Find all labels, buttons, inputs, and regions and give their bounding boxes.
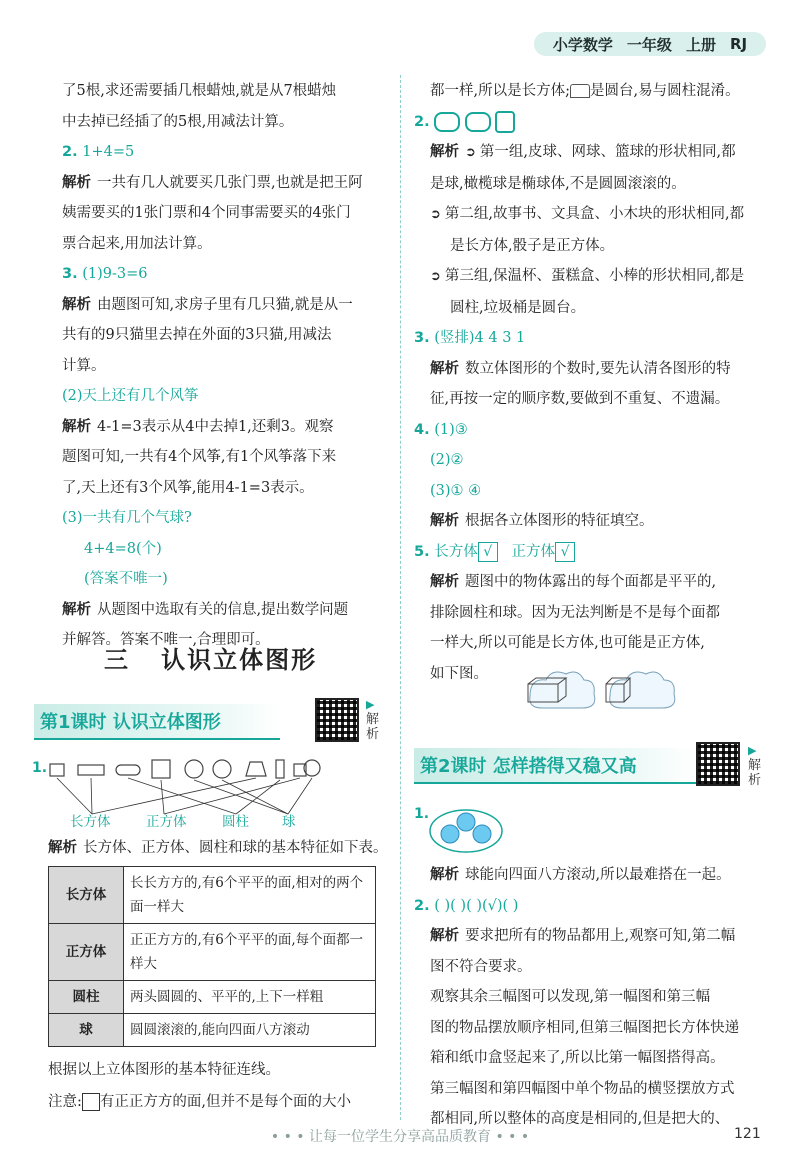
play-icon: ▶ [748, 744, 757, 757]
text-line: 都一样,所以是长方体; 是圆台,易与圆柱混淆。 [430, 83, 740, 99]
text-line: 排除圆柱和球。因为无法判断是不是每个面都 [430, 604, 720, 621]
text-line: 中去掉已经插了的5根,用减法计算。 [62, 113, 294, 130]
arrow-icon: ➲ [465, 145, 476, 160]
label-cuboid: 长方体 [70, 814, 111, 830]
answer-line: (3)一共有几个气球? [62, 510, 192, 526]
analysis: 解析 一共有几人就要买几张门票,也就是把王阿 [62, 174, 363, 191]
qr-label: 解析 [748, 758, 762, 788]
analysis: 解析 4-1=3表示从4中去掉1,还剩3。观察 [62, 418, 334, 435]
qr-label: 解析 [366, 712, 380, 742]
square-icon [82, 1093, 100, 1111]
table-row: 长方体 长长方方的,有6个平平的面,相对的两个面一样大 [49, 867, 376, 924]
analysis: 解析 数立体图形的个数时,要先认清各图形的特 [430, 360, 731, 377]
text-line: 了,天上还有3个风筝,能用4-1=3表示。 [62, 479, 314, 496]
header-bar [534, 32, 766, 56]
question-2: 2. ( )( )( )(√)( ) [414, 897, 519, 914]
text-line: 共有的9只猫里去掉在外面的3只猫,用减法 [62, 327, 332, 343]
table-row: 球 圆圆滚滚的,能向四面八方滚动 [49, 1014, 376, 1047]
check-box: √ [478, 542, 498, 562]
feature-table [48, 866, 376, 1047]
text-line: 并解答。答案不唯一,合理即可。 [62, 632, 270, 648]
text-line: 姨需要买的1张门票和4个同事需要买的4张门 [62, 205, 351, 221]
play-icon: ▶ [366, 698, 375, 711]
right-lower [414, 860, 770, 1135]
section-title: 三 认识立体图形 [104, 646, 318, 674]
answer-line: 4+4=8(个) [84, 540, 162, 557]
text-line: 观察其余三幅图可以发现,第一幅图和第三幅 [430, 989, 711, 1005]
arrow-icon: ➲ [430, 269, 441, 284]
text-line: 计算。 [62, 357, 106, 374]
table-row: 正方体 正正方方的,有6个平平的面,每个面都一样大 [49, 924, 376, 981]
text-line: 如下图。 [430, 665, 488, 682]
analysis: 解析 题图中的物体露出的每个面都是平平的, [430, 574, 717, 590]
text-line: 是球,橄榄球是椭球体,不是圆圆滚滚的。 [430, 175, 686, 192]
text-line: 图不符合要求。 [430, 958, 532, 975]
q1-number: 1. [414, 806, 430, 822]
analysis: 解析 ➲ 第一组,皮球、网球、篮球的形状相同,都 [430, 144, 736, 160]
table-row: 圆柱 两头圆圆的、平平的,上下一样粗 [49, 981, 376, 1014]
header-edition: RJ [729, 35, 748, 53]
text-line: 箱和纸巾盒竖起来了,所以比第一幅图搭得高。 [430, 1050, 725, 1066]
text-line: 根据以上立体图形的基本特征连线。 [48, 1062, 280, 1078]
text-line: 一样大,所以可能是长方体,也可能是正方体, [430, 635, 705, 651]
analysis: 解析 球能向四面八方滚动,所以最难搭在一起。 [430, 867, 731, 883]
note-line: 注意: 有正正方方的面,但并不是每个面的大小 [48, 1094, 351, 1110]
ball-icon [213, 760, 231, 778]
question-3: 3. (1)9-3=6 [62, 266, 148, 282]
cylinder-icon [116, 765, 140, 775]
analysis: 解析 根据各立体图形的特征填空。 [430, 513, 654, 529]
label-cube: 正方体 [146, 814, 187, 830]
cloud-icon [530, 672, 595, 708]
text-line: 征,再按一定的顺序数,要做到不重复、不遗漏。 [430, 391, 730, 407]
check-box: √ [555, 542, 575, 562]
text-line: 第三幅图和第四幅图中单个物品的横竖摆放方式 [430, 1080, 735, 1097]
lesson-2-title: 第2课时 怎样搭得又稳又高 [414, 748, 698, 784]
answer-line: (答案不唯一) [84, 571, 168, 587]
analysis: 解析 长方体、正方体、圆柱和球的基本特征如下表。 [48, 840, 388, 856]
ball-group-icon [434, 112, 460, 132]
label-sphere: 球 [282, 814, 296, 830]
text-line: 了5根,求还需要插几根蜡烛,就是从7根蜡烛 [62, 83, 337, 99]
qr-code[interactable] [696, 742, 740, 786]
arrow-icon: ➲ [430, 207, 441, 222]
text-line: 票合起来,用加法计算。 [62, 235, 212, 252]
box-icon [50, 764, 64, 776]
stack-icon [276, 760, 284, 778]
text-line: ➲ 第三组,保温杯、蛋糕盒、小棒的形状相同,都是 [430, 268, 745, 284]
bin-icon [495, 111, 515, 133]
header-subject: 小学数学 [552, 35, 613, 54]
frustum-icon [570, 84, 590, 98]
analysis: 解析 从题图中选取有关的信息,提出数学问题 [62, 601, 349, 618]
question-2: 2. 1+4=5 [62, 144, 135, 160]
question-3: 3. (竖排)4 4 3 1 [414, 330, 526, 346]
question-2: 2. [414, 107, 770, 138]
left-column [62, 76, 384, 656]
header-grade: 一年级 [626, 35, 672, 54]
header-volume: 上册 [685, 35, 716, 54]
q1-number: 1. [32, 760, 48, 776]
label-cylinder: 圆柱 [222, 814, 249, 830]
analysis: 解析 要求把所有的物品都用上,观察可知,第二幅 [430, 928, 736, 944]
text-line: 题图可知,一共有4个风筝,有1个风筝落下来 [62, 449, 337, 465]
frustum-icon [246, 762, 266, 776]
text-line: ➲ 第二组,故事书、文具盒、小木块的形状相同,都 [430, 206, 745, 222]
right-column [414, 76, 770, 689]
ball-icon [185, 760, 203, 778]
answer-line: (3)① ④ [430, 482, 482, 499]
book-group-icon [465, 112, 491, 132]
qr-code[interactable] [315, 698, 359, 742]
answer-line: (2)② [430, 452, 464, 468]
text-line: 都相同,所以整体的高度是相同的,但是把大的、 [430, 1111, 730, 1127]
page-number: 121 [734, 1126, 761, 1142]
cloud-figures [520, 666, 700, 716]
question-4: 4. (1)③ [414, 421, 468, 438]
cube-icon [152, 760, 170, 778]
column-divider [400, 75, 401, 1120]
text-line: 圆柱,垃圾桶是圆台。 [450, 299, 586, 316]
text-line: 图的物品摆放顺序相同,但第三幅图把长方体快递 [430, 1019, 740, 1036]
footer-slogan: • • • 让每一位学生分享高品质教育 • • • [270, 1129, 530, 1145]
answer-line: (2)天上还有几个风筝 [62, 388, 199, 404]
cloud-icon [610, 672, 675, 708]
balls-figure [428, 808, 508, 854]
book-icon [78, 765, 104, 775]
question-5: 5. 长方体 √ 正方体 √ [414, 537, 770, 568]
text-line: 是长方体,骰子是正方体。 [450, 237, 615, 254]
analysis: 解析 由题图可知,求房子里有几只猫,就是从一 [62, 296, 353, 313]
lesson-1-title: 第1课时 认识立体图形 [34, 704, 280, 740]
